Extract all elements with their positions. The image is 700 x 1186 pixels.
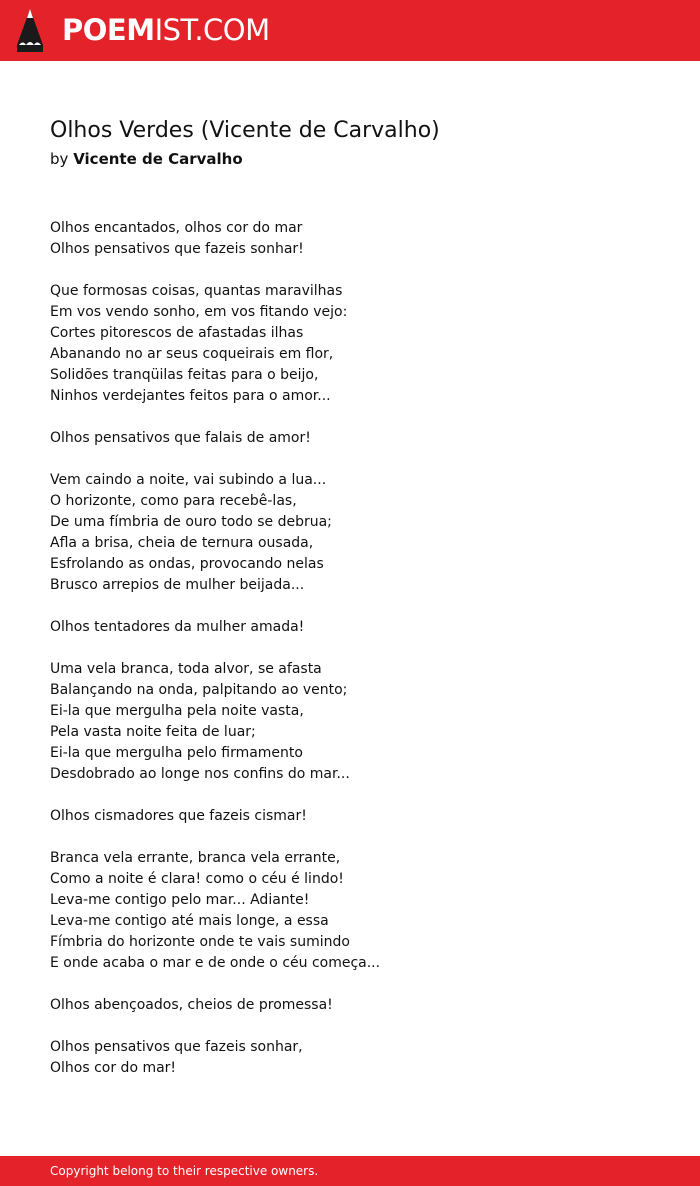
poem-line: Olhos cor do mar! <box>50 1060 177 1076</box>
poem-line: Olhos pensativos que fazeis sonhar! <box>50 241 304 257</box>
logo-text-light: IST.COM <box>154 13 270 47</box>
poem-line: E onde acaba o mar e de onde o céu começa... <box>50 955 381 971</box>
poem-line: Ninhos verdejantes feitos para o amor... <box>50 388 331 404</box>
poem-line <box>50 407 650 428</box>
poem-line: Solidões tranqüilas feitas para o beijo, <box>50 367 319 383</box>
site-header <box>0 0 700 61</box>
footer-copyright: Copyright belong to their respective owners. <box>50 1164 319 1178</box>
poem-line: Olhos abençoados, cheios de promessa! <box>50 997 333 1013</box>
poem-line: Olhos pensativos que falais de amor! <box>50 430 311 446</box>
poem-line: Pela vasta noite feita de luar; <box>50 724 256 740</box>
poem-line: Olhos pensativos que fazeis sonhar, <box>50 1039 303 1055</box>
poem-line: Que formosas coisas, quantas maravilhas <box>50 283 343 299</box>
poem-line: Olhos tentadores da mulher amada! <box>50 619 305 635</box>
poem-line: Olhos encantados, olhos cor do mar <box>50 220 303 236</box>
poem-line: Desdobrado ao longe nos confins do mar... <box>50 766 350 782</box>
poem-line <box>50 449 650 470</box>
poem-line: Em vos vendo sonho, em vos fitando vejo: <box>50 304 348 320</box>
poem-byline <box>50 148 243 170</box>
poem-line: Como a noite é clara! como o céu é lindo! <box>50 871 344 887</box>
poem-line <box>50 974 650 995</box>
poem-title: Olhos Verdes (Vicente de Carvalho) <box>50 118 440 143</box>
poem-line: Olhos cismadores que fazeis cismar! <box>50 808 307 824</box>
site-footer <box>0 1156 700 1186</box>
poem-line: Uma vela branca, toda alvor, se afasta <box>50 661 322 677</box>
poem-line: Leva-me contigo pelo mar... Adiante! <box>50 892 310 908</box>
poem-line <box>50 638 650 659</box>
poem-line <box>50 596 650 617</box>
poem-line <box>50 1016 650 1037</box>
site-logo[interactable] <box>62 11 270 49</box>
poem-body <box>50 218 650 1079</box>
poem-line: Vem caindo a noite, vai subindo a lua... <box>50 472 327 488</box>
logo-text-bold: POEM <box>62 13 155 47</box>
poem-line: O horizonte, como para recebê-las, <box>50 493 297 509</box>
poem-line <box>50 260 650 281</box>
poem-author: Vicente de Carvalho <box>73 150 243 168</box>
poem-line: Brusco arrepios de mulher beijada... <box>50 577 305 593</box>
poem-line: Afla a brisa, cheia de ternura ousada, <box>50 535 314 551</box>
poem-line: Ei-la que mergulha pela noite vasta, <box>50 703 304 719</box>
poem-line: Balançando na onda, palpitando ao vento; <box>50 682 348 698</box>
poem-line: Esfrolando as ondas, provocando nelas <box>50 556 324 572</box>
poem-line: Leva-me contigo até mais longe, a essa <box>50 913 329 929</box>
poem-line: De uma fímbria de ouro todo se debrua; <box>50 514 332 530</box>
pencil-tip-icon[interactable] <box>17 9 43 52</box>
poem-line: Fímbria do horizonte onde te vais sumindo <box>50 934 350 950</box>
poem-line <box>50 785 650 806</box>
by-label: by <box>50 150 69 168</box>
poem-line: Branca vela errante, branca vela errante, <box>50 850 341 866</box>
poem-line <box>50 827 650 848</box>
poem-line: Abanando no ar seus coqueirais em flor, <box>50 346 334 362</box>
poem-line: Cortes pitorescos de afastadas ilhas <box>50 325 304 341</box>
poem-line: Ei-la que mergulha pelo firmamento <box>50 745 303 761</box>
